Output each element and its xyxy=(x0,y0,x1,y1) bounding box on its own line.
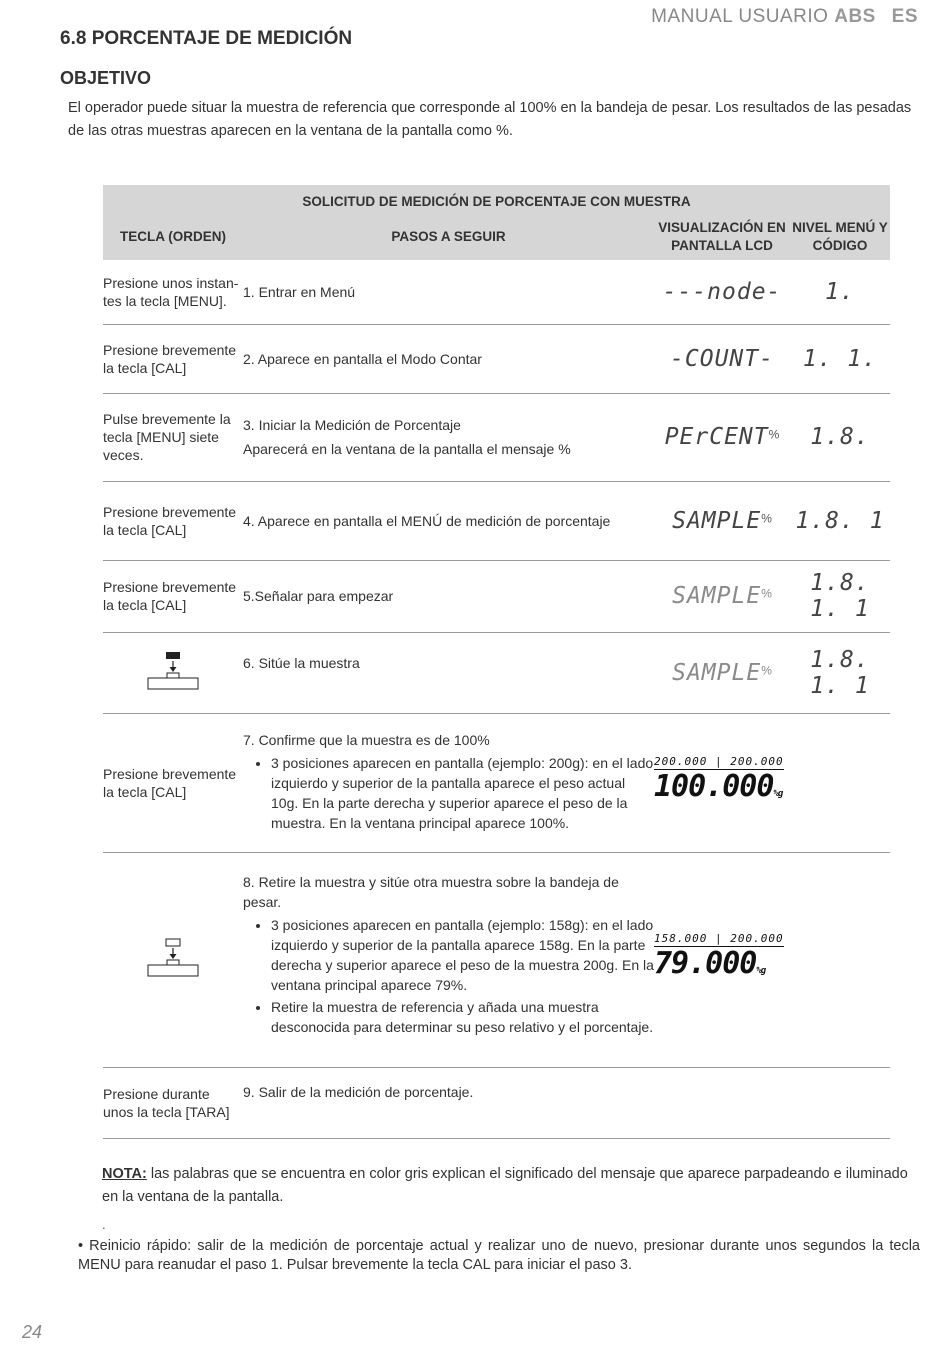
display-right-weight: 200.000 xyxy=(730,931,784,945)
header-level: NIVEL MENÚ Y CÓDIGO xyxy=(790,214,890,260)
table-caption: SOLICITUD DE MEDICIÓN DE PORCENTAJE CON MUESTRA xyxy=(103,185,890,214)
step-cell: 2. Aparece en pantalla el Modo Contar xyxy=(243,324,654,393)
display-percent-unit: % xyxy=(773,788,778,799)
step-cell: 6. Sitúe la muestra xyxy=(243,632,654,713)
display-percent-unit: % xyxy=(756,965,761,976)
lcd-unit: % xyxy=(761,510,772,525)
list-item: • 3 posiciones aparecen en pantalla (ejemplo: 158g): en el lado izquierdo y superior de la pantalla aparece 158g. En la parte derecha y superior aparece el peso de la muestra 200g. En la ventana principal aparece 79%. xyxy=(271,915,654,995)
note-text: las palabras que se encuentra en color gris explican el significado del mensaje que aparece parpadeando e iluminado en la ventana de la pantalla. xyxy=(102,1166,908,1205)
lcd-unit: % xyxy=(761,662,772,677)
balance-display: 200.000 | 200.000 100.000%g xyxy=(654,754,784,804)
table-row xyxy=(103,632,890,713)
objective-title: OBJETIVO xyxy=(60,68,152,88)
section-title: 6.8 PORCENTAJE DE MEDICIÓN xyxy=(60,28,353,49)
step-detail: Aparecerá en la ventana de la pantalla el mensaje % xyxy=(243,441,571,457)
key-cell: Presione unos instan-tes la tecla [MENU]. xyxy=(103,260,243,324)
list-item: • 3 posiciones aparecen en pantalla (ejemplo: 200g): en el lado izquierdo y superior de la pantalla aparece el peso actual 10g. En la parte derecha y superior aparece el peso de la muestra. En la ventana principal aparece 100%. xyxy=(271,753,654,833)
display-left-weight: 200.000 xyxy=(654,754,708,768)
lcd-display: SAMPLE xyxy=(672,583,762,609)
display-gram-unit: g xyxy=(760,965,766,976)
balance-display: 158.000 | 200.000 79.000%g xyxy=(654,931,784,981)
objective-text: El operador puede situar la muestra de referencia que corresponde al 100% en la bandeja de pesar. Los resultados de las pesadas de las otras muestras aparecen en la ventana de la pantalla como %. xyxy=(68,100,912,139)
header-steps: PASOS A SEGUIR xyxy=(243,214,654,260)
table-row xyxy=(103,560,890,632)
key-cell: Pulse brevemente la tecla [MENU] siete veces. xyxy=(103,393,243,481)
menu-level: 1.8. xyxy=(810,424,870,450)
step-cell: 8. Retire la muestra y sitúe otra muestra sobre la bandeja de pesar. xyxy=(243,874,619,910)
key-cell: Presione brevemente la tecla [CAL] xyxy=(103,324,243,393)
note-dot: . xyxy=(102,1217,106,1232)
step-cell: 7. Confirme que la muestra es de 100% xyxy=(243,732,490,748)
list-item: • Retire la muestra de referencia y añada una muestra desconocida para determinar su peso relativo y el porcentaje. xyxy=(271,997,654,1037)
step-cell: 1. Entrar en Menú xyxy=(243,260,654,324)
menu-level: 1. xyxy=(825,278,855,305)
table-row xyxy=(103,260,890,324)
page-number: 24 xyxy=(22,1322,43,1342)
running-header xyxy=(651,6,918,28)
display-main-value: 79.000 xyxy=(654,945,757,981)
table-row xyxy=(103,481,890,560)
header-lcd: VISUALIZACIÓN EN PANTALLA LCD xyxy=(654,214,790,260)
key-cell: Presione brevemente la tecla [CAL] xyxy=(103,481,243,560)
menu-level: 1.8. 1. 1 xyxy=(810,646,870,699)
table-row xyxy=(103,852,890,1067)
step-cell: 3. Iniciar la Medición de Porcentaje xyxy=(243,417,461,433)
lcd-display: SAMPLE xyxy=(672,507,762,534)
lcd-display: -COUNT- xyxy=(670,345,774,372)
lcd-display: PErCENT xyxy=(664,424,769,450)
quick-restart-note: • Reinicio rápido: salir de la medición de porcentaje actual y realizar uno de nuevo, presionar durante unos segundos la tecla MENU para reanudar el paso 1. Pulsar brevemente la tecla CAL para iniciar el paso 3. xyxy=(78,1238,920,1273)
manual-model: ABS xyxy=(834,6,876,27)
step-cell: 4. Aparece en pantalla el MENÚ de medición de porcentaje xyxy=(243,481,654,560)
table-row xyxy=(103,713,890,852)
display-main-value: 100.000 xyxy=(654,768,774,804)
table-row xyxy=(103,393,890,481)
replace-sample-icon xyxy=(145,936,201,980)
place-sample-icon xyxy=(145,649,201,693)
note xyxy=(102,1163,922,1209)
lcd-display: ---node- xyxy=(662,278,782,305)
display-right-weight: 200.000 xyxy=(730,754,784,768)
menu-level: 1. 1. xyxy=(802,345,878,372)
header-key: TECLA (ORDEN) xyxy=(103,214,243,260)
lcd-display: SAMPLE xyxy=(672,659,762,686)
table-row xyxy=(103,324,890,393)
display-gram-unit: g xyxy=(777,788,783,799)
procedure-table xyxy=(103,185,890,1139)
step-cell: 9. Salir de la medición de porcentaje. xyxy=(243,1067,654,1138)
lcd-unit: % xyxy=(761,586,772,601)
menu-level: 1.8. 1 xyxy=(795,507,885,534)
key-cell: Presione brevemente la tecla [CAL] xyxy=(103,713,243,852)
step-cell: 5.Señalar para empezar xyxy=(243,560,654,632)
step-bullets xyxy=(243,915,654,1037)
menu-level: 1.8. 1. 1 xyxy=(810,570,870,622)
step-bullets xyxy=(243,753,654,833)
manual-prefix: MANUAL USUARIO xyxy=(651,6,829,27)
display-left-weight: 158.000 xyxy=(654,931,708,945)
table-row xyxy=(103,1067,890,1138)
note-label: NOTA: xyxy=(102,1166,147,1182)
key-cell: Presione durante unos la tecla [TARA] xyxy=(103,1067,243,1138)
key-cell: Presione brevemente la tecla [CAL] xyxy=(103,560,243,632)
language-code: ES xyxy=(891,6,918,27)
lcd-unit: % xyxy=(768,427,780,442)
